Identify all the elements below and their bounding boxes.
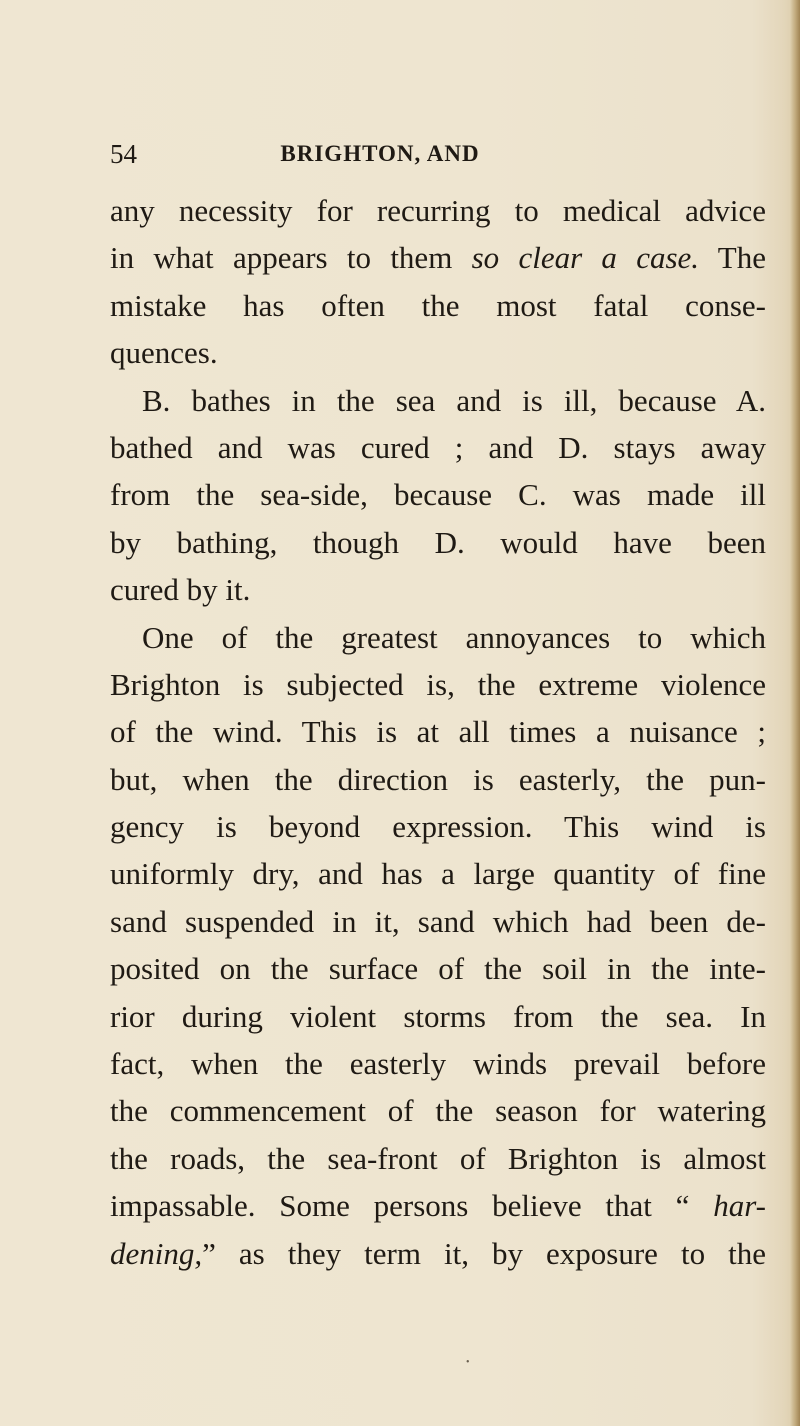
text-segment: bathed and was cured ; and D. stays away: [110, 429, 766, 465]
text-line: [110, 945, 766, 992]
text-segment: impassable. Some persons believe that “: [110, 1188, 714, 1224]
text-line: [110, 661, 766, 708]
body-text: [110, 187, 766, 1277]
text-line: [110, 1230, 766, 1277]
text-segment: gency is beyond expression. This wind is: [110, 809, 766, 845]
text-segment: mistake has often the most fatal conse-: [110, 287, 766, 323]
text-line: [110, 850, 766, 897]
text-line: [110, 234, 766, 281]
running-title: BRIGHTON, AND: [280, 141, 480, 166]
text-line: [110, 566, 766, 613]
page-header: [110, 134, 690, 174]
text-line: [110, 519, 766, 566]
text-segment: fact, when the easterly winds prevail before: [110, 1046, 766, 1082]
text-segment: One of the greatest annoyances to which: [142, 619, 766, 655]
text-line: [110, 471, 766, 518]
text-segment: uniformly dry, and has a large quantity of fine: [110, 856, 766, 892]
text-segment: quences.: [110, 335, 218, 371]
text-line: [110, 329, 766, 376]
page-number: 54: [110, 139, 137, 169]
text-segment: any necessity for recurring to medical advice: [110, 193, 766, 228]
text-segment: sand suspended in it, sand which had been de-: [110, 903, 766, 939]
print-mark: •: [466, 1357, 470, 1368]
text-line: [110, 187, 766, 234]
text-line: [110, 614, 766, 661]
text-line: [110, 1087, 766, 1134]
text-segment: rior during violent storms from the sea. In: [110, 998, 766, 1034]
text-segment: B. bathes in the sea and is ill, because A.: [142, 382, 766, 418]
text-line: [110, 898, 766, 945]
text-line: [110, 756, 766, 803]
text-line: [110, 1040, 766, 1087]
text-line: [110, 377, 766, 424]
text-line: [110, 803, 766, 850]
text-line: [110, 708, 766, 755]
page-edge: [790, 0, 800, 1426]
text-line: [110, 1135, 766, 1182]
text-line: [110, 282, 766, 329]
italic-text: dening,: [110, 1235, 203, 1271]
text-line: [110, 993, 766, 1040]
text-segment: The: [699, 240, 766, 276]
text-line: [110, 1182, 766, 1229]
text-segment: but, when the direction is easterly, the pun-: [110, 761, 766, 797]
text-line: [110, 424, 766, 471]
text-segment: posited on the surface of the soil in the inte-: [110, 951, 766, 987]
italic-text: so clear a case.: [471, 240, 700, 276]
text-segment: in what appears to them: [110, 240, 472, 276]
text-segment: cured by it.: [110, 572, 251, 608]
text-segment: of the wind. This is at all times a nuisance ;: [110, 714, 766, 750]
text-segment: from the sea-side, because C. was made ill: [110, 477, 766, 513]
text-segment: the roads, the sea-front of Brighton is almost: [110, 1140, 766, 1176]
text-segment: by bathing, though D. would have been: [110, 524, 766, 560]
italic-text: har-: [713, 1188, 766, 1224]
text-segment: ” as they term it, by exposure to the: [202, 1235, 766, 1271]
text-segment: the commencement of the season for watering: [110, 1093, 766, 1129]
text-segment: Brighton is subjected is, the extreme violence: [110, 666, 766, 702]
